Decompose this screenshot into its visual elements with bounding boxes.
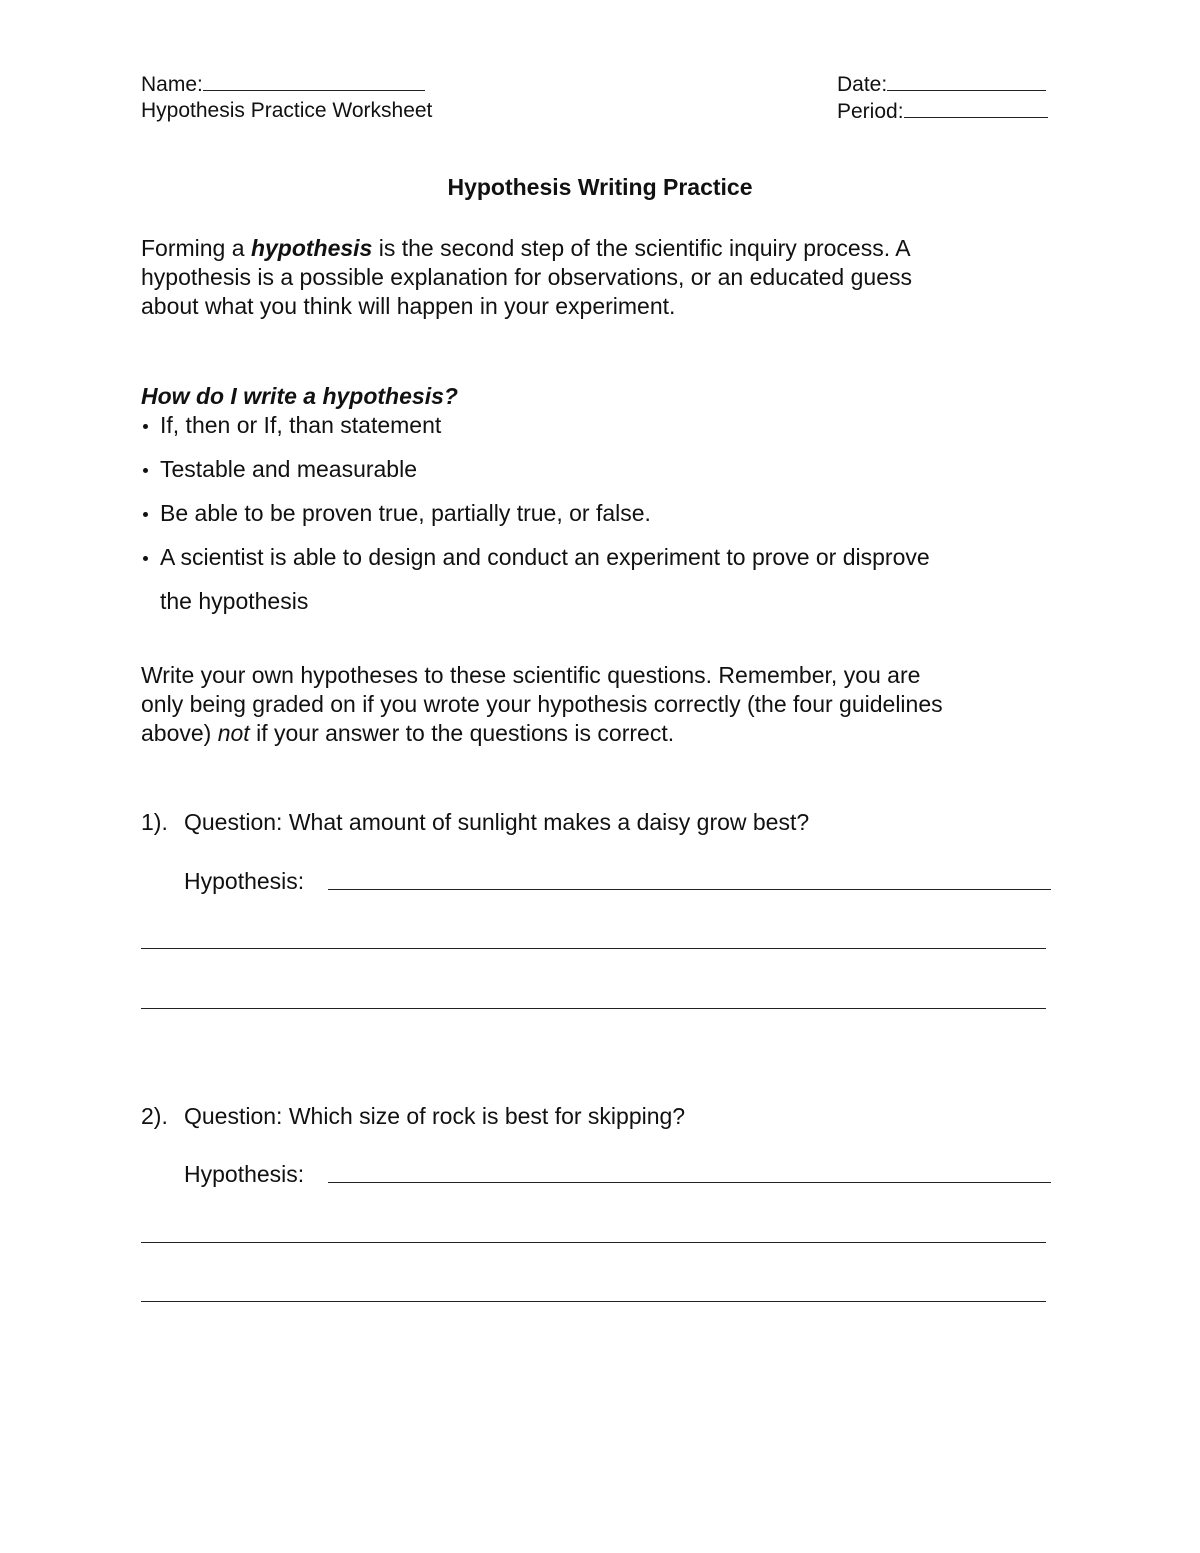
page-title: Hypothesis Writing Practice <box>447 174 753 200</box>
hypothesis-answer-line[interactable] <box>328 889 1051 890</box>
answer-line[interactable] <box>141 1008 1046 1009</box>
bullet-icon <box>143 512 148 517</box>
instructions-line-2: only being graded on if you wrote your hypothesis correctly (the four guidelines <box>141 691 943 717</box>
hypothesis-answer-line[interactable] <box>328 1182 1051 1183</box>
instructions-paragraph <box>141 661 943 748</box>
name-blank[interactable] <box>203 72 425 91</box>
date-label: Date: <box>837 73 888 96</box>
intro-line-2: hypothesis is a possible explanation for observations, or an educated guess <box>141 264 912 290</box>
bullet-text: A scientist is able to design and conduct an experiment to prove or disprove <box>160 544 930 570</box>
date-blank[interactable] <box>887 72 1046 91</box>
bullet-text: If, then or If, than statement <box>160 412 442 438</box>
answer-line[interactable] <box>141 948 1046 949</box>
bullet-icon <box>143 424 148 429</box>
period-blank[interactable] <box>904 99 1048 118</box>
hypothesis-label: Hypothesis: <box>184 1161 305 1187</box>
bullet-item <box>143 412 441 439</box>
intro-line-3: about what you think will happen in your experiment. <box>141 293 676 319</box>
bullet-item <box>143 456 417 483</box>
bullet-item <box>143 500 651 527</box>
bullet-icon <box>143 556 148 561</box>
name-label: Name: <box>141 73 203 96</box>
answer-line[interactable] <box>141 1242 1046 1243</box>
instructions-line-1: Write your own hypotheses to these scientific questions. Remember, you are <box>141 662 921 688</box>
how-heading: How do I write a hypothesis? <box>141 383 458 409</box>
bullet-continuation: the hypothesis <box>160 588 309 614</box>
question-2 <box>141 1102 168 1131</box>
intro-paragraph <box>141 234 912 321</box>
instructions-line3-italic: not <box>217 720 250 746</box>
instructions-line3-after: if your answer to the questions is correct. <box>249 720 675 746</box>
period-field[interactable] <box>837 99 1048 124</box>
bullet-text: Testable and measurable <box>160 456 417 482</box>
worksheet-title: Hypothesis Practice Worksheet <box>141 99 433 122</box>
hypothesis-label: Hypothesis: <box>184 868 305 894</box>
bullet-item <box>143 544 930 571</box>
intro-line1-after: is the second step of the scientific inquiry process. A <box>372 235 911 261</box>
question-number: 2). <box>141 1103 168 1129</box>
name-field[interactable] <box>141 72 425 97</box>
intro-line-1 <box>141 234 912 263</box>
date-field[interactable] <box>837 72 1046 97</box>
instructions-line-3 <box>141 719 943 748</box>
bullet-icon <box>143 468 148 473</box>
intro-before: Forming a <box>141 235 251 261</box>
question-text: Question: What amount of sunlight makes a daisy grow best? <box>184 809 810 835</box>
bullet-text: Be able to be proven true, partially true, or false. <box>160 500 651 526</box>
question-number: 1). <box>141 809 168 835</box>
question-1 <box>141 808 168 837</box>
period-label: Period: <box>837 100 904 123</box>
instructions-line3-before: above) <box>141 720 218 746</box>
intro-term: hypothesis <box>250 235 373 261</box>
question-text: Question: Which size of rock is best for skipping? <box>184 1103 686 1129</box>
answer-line[interactable] <box>141 1301 1046 1302</box>
